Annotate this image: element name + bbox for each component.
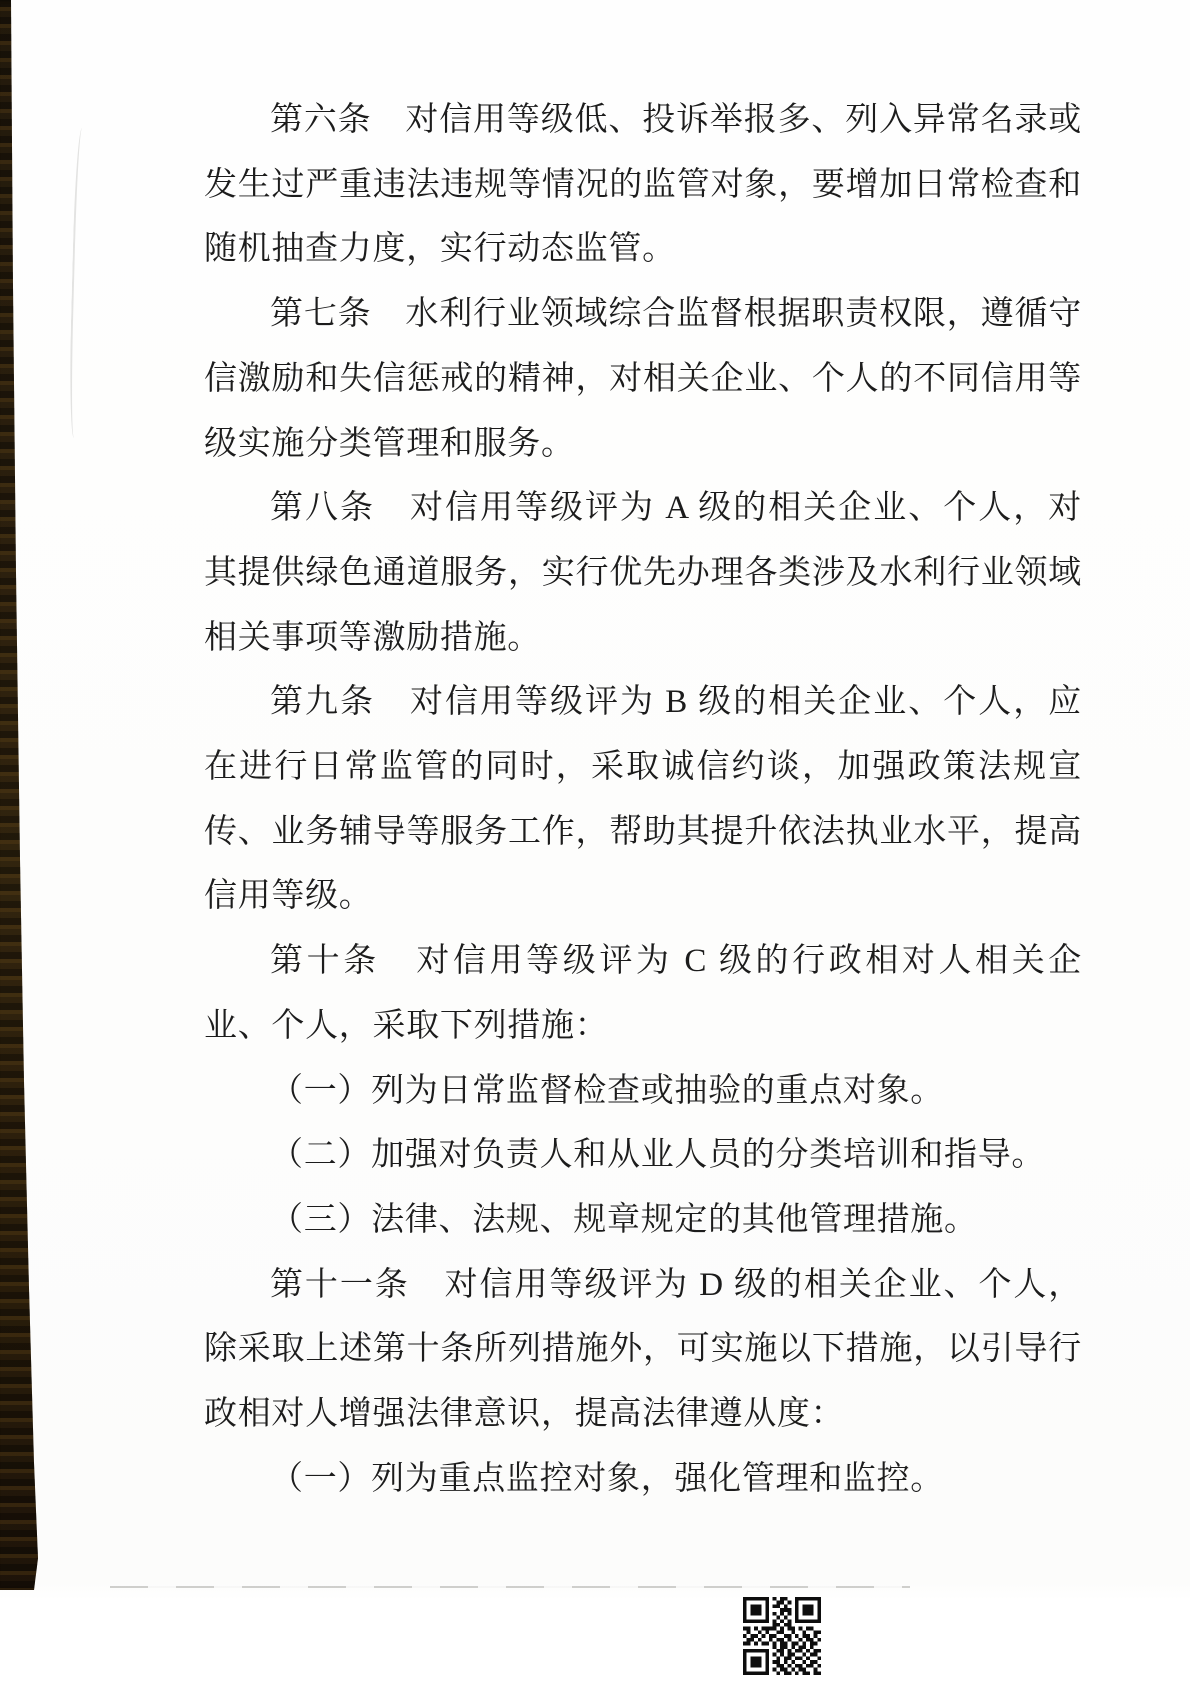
paragraph-article-10: 第十条 对信用等级评为 C 级的行政相对人相关企业、个人，采取下列措施：: [204, 943, 1082, 1044]
scan-edge-band: [0, 0, 42, 1590]
paragraph-article-10-item-3: （三）法律、法规、规章规定的其他管理措施。: [270, 1201, 978, 1238]
qr-code: [743, 1597, 821, 1675]
paragraph-article-7: 第七条 水利行业领域综合监督根据职责权限，遵循守信激励和失信惩戒的精神，对相关企业、个人的不同信用等级实施分类管理和服务。: [204, 296, 1082, 462]
paragraph-article-8: 第八条 对信用等级评为 A 级的相关企业、个人，对其提供绿色通道服务，实行优先办理各类涉及水利行业领域相关事项等激励措施。: [204, 490, 1082, 656]
paragraph-article-11-item-1: （一）列为重点监控对象，强化管理和监控。: [270, 1460, 944, 1497]
paragraph-article-11: 第十一条 对信用等级评为 D 级的相关企业、个人，除采取上述第十条所列措施外，可实施以下措施，以引导行政相对人增强法律意识，提高法律遵从度：: [204, 1266, 1082, 1433]
paragraph-article-9: 第九条 对信用等级评为 B 级的相关企业、个人，应在进行日常监管的同时，采取诚信约谈，加强政策法规宣传、业务辅导等服务工作，帮助其提升依法执业水平，提高信用等级。: [204, 684, 1082, 915]
scan-smudge: [68, 128, 88, 438]
document-text: [204, 88, 1082, 1511]
paragraph-article-10-item-2: （二）加强对负责人和从业人员的分类培训和指导。: [270, 1137, 1046, 1174]
paragraph-article-6: 第六条 对信用等级低、投诉举报多、列入异常名录或发生过严重违法违规等情况的监管对象，要增加日常检查和随机抽查力度，实行动态监管。: [204, 102, 1082, 268]
page-edge-shadow: [110, 1586, 910, 1588]
paragraph-article-10-item-1: （一）列为日常监督检查或抽验的重点对象。: [270, 1072, 944, 1109]
